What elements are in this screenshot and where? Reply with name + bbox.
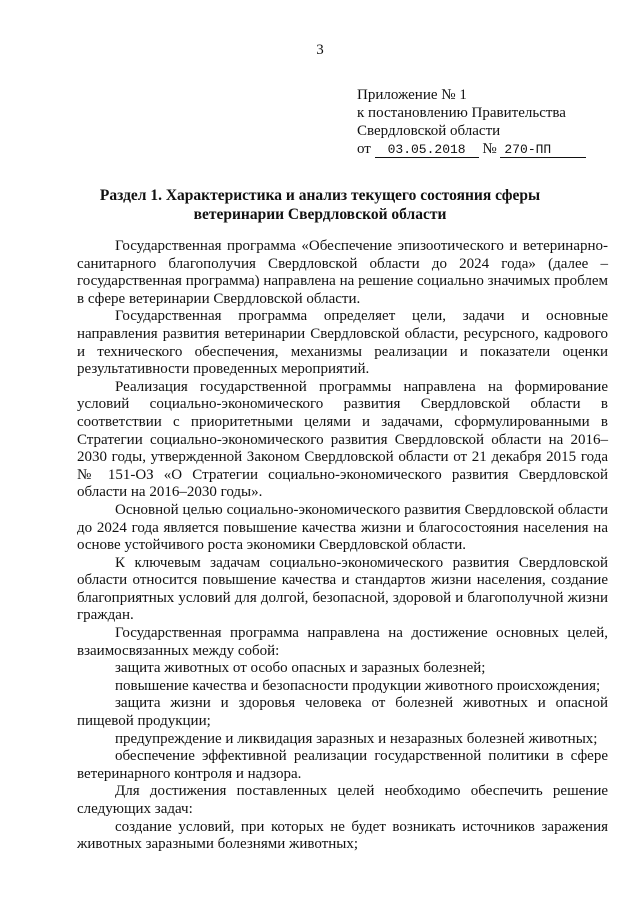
paragraph: Для достижения поставленных целей необходимо обеспечить решение следующих задач: bbox=[77, 783, 608, 817]
list-item: повышение качества и безопасности продукции животного происхождения; bbox=[115, 677, 601, 694]
body-text bbox=[77, 238, 608, 854]
paragraph: Основной целью социально-экономического развития Свердловской области до 2024 года является повышение качества жизни и благосостояния населения на основе устойчивого роста экономики Свердловской области. bbox=[77, 501, 608, 554]
paragraph: К ключевым задачам социально-экономического развития Свердловской области относится повышение качества и стандартов жизни населения, создание благоприятных условий для долгой, безопасной, здоровой и благополучной жизни граждан. bbox=[77, 554, 608, 624]
paragraph: Государственная программа «Обеспечение эпизоотического и ветеринарно-санитарного благополучия Свердловской области до 2024 года» (далее – государственная программа) направлена на решение социально значимых проблем в сфере ветеринарии Свердловской области. bbox=[77, 238, 608, 307]
section-title-line-2: ветеринарии Свердловской области bbox=[193, 206, 447, 223]
appendix-date-number-line bbox=[357, 140, 586, 158]
section-title bbox=[0, 186, 640, 224]
resolution-number: 270-ПП bbox=[500, 143, 586, 158]
appendix-region-line: Свердловской области bbox=[357, 123, 501, 139]
appendix-block bbox=[357, 86, 586, 158]
section-title-line-1: Раздел 1. Характеристика и анализ текущего состояния сферы bbox=[99, 187, 541, 204]
date-prefix: от bbox=[357, 141, 371, 157]
list-item: защита жизни и здоровья человека от болезней животных и опасной пищевой продукции; bbox=[77, 695, 608, 730]
list-item: создание условий, при которых не будет возникать источников заражения животных заразными болезнями животных; bbox=[77, 818, 608, 853]
appendix-title: Приложение № 1 bbox=[357, 87, 467, 103]
list-item: обеспечение эффективной реализации государственной политики в сфере ветеринарного контроля и надзора. bbox=[77, 748, 608, 782]
resolution-date: 03.05.2018 bbox=[375, 143, 479, 158]
list-item: предупреждение и ликвидация заразных и незаразных болезней животных; bbox=[115, 730, 598, 747]
paragraph: Государственная программа направлена на достижение основных целей, взаимосвязанных между собой: bbox=[77, 625, 608, 659]
list-item: защита животных от особо опасных и заразных болезней; bbox=[115, 660, 486, 677]
appendix-resolution-line: к постановлению Правительства bbox=[357, 105, 566, 121]
paragraph: Государственная программа определяет цели, задачи и основные направления развития ветеринарии Свердловской области, ресурсного, кадрового и технического обеспечения, механизмы реализации и показатели оценки результативности проведенных мероприятий. bbox=[77, 308, 608, 378]
page-number: 3 bbox=[316, 42, 324, 58]
number-prefix: № bbox=[482, 141, 497, 157]
paragraph: Реализация государственной программы направлена на формирование условий социально-экономического развития Свердловской области в соответствии с приоритетными целями и задачами, сформулированными в Стратегии социально-экономического развития Свердловской области на 2016–2030 годы, утвержденной Законом Свердловской области от 21 декабря 2015 года № 151-ОЗ «О Стратегии социально-экономического развития Свердловской области на 2016–2030 годы». bbox=[77, 378, 608, 501]
